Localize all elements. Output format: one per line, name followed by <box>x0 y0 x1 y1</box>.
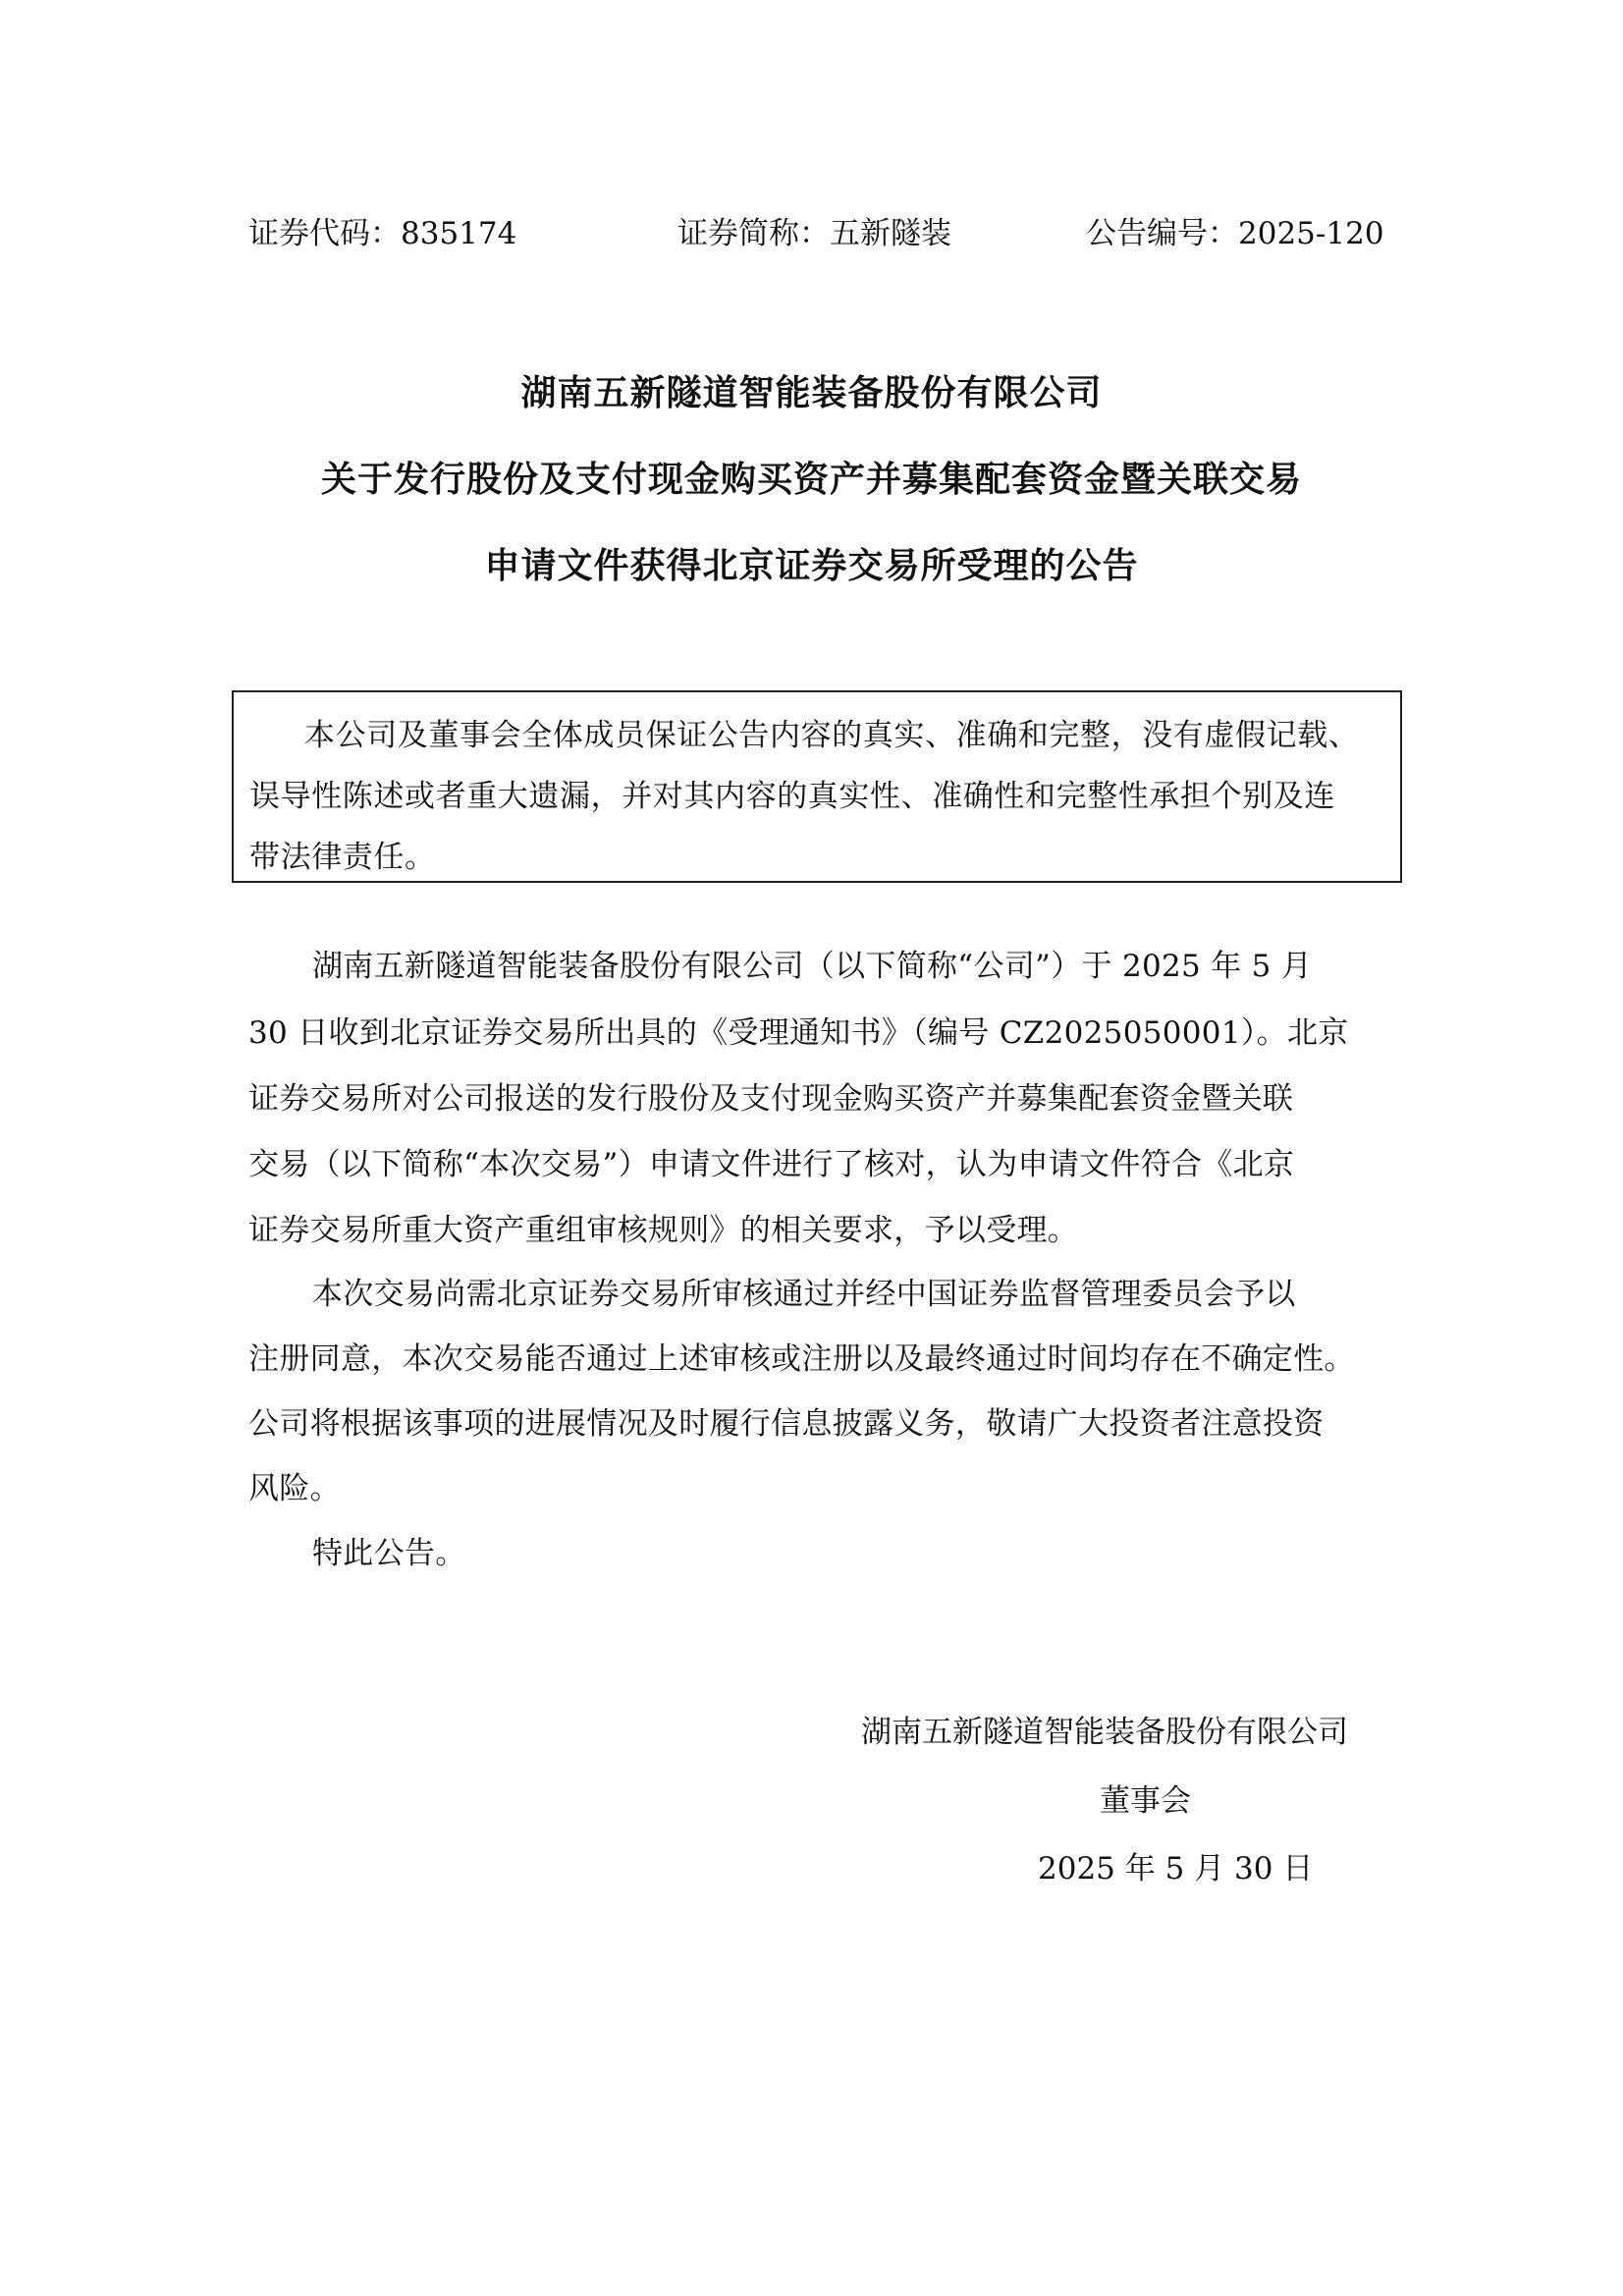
closing-line: 特此公告。 <box>312 1536 466 1571</box>
paragraph-line: 证券交易所对公司报送的发行股份及支付现金购买资产并募集配套资金暨关联 <box>248 1081 1294 1117</box>
signature-date: 2025 年 5 月 30 日 <box>1038 1851 1314 1886</box>
stock-code: 证券代码：835174 <box>248 216 517 251</box>
stock-short-name: 证券简称：五新隧装 <box>677 216 951 251</box>
disclaimer-line: 本公司及董事会全体成员保证公告内容的真实、准确和完整，没有虚假记载、 <box>304 718 1360 753</box>
title-status: 申请文件获得北京证券交易所受理的公告 <box>484 546 1139 586</box>
announcement-number: 公告编号：2025-120 <box>1086 216 1384 251</box>
title-company: 湖南五新隧道智能装备股份有限公司 <box>520 373 1103 413</box>
paragraph-line: 公司将根据该事项的进展情况及时履行信息披露义务，敬请广大投资者注意投资 <box>248 1406 1325 1442</box>
disclaimer-box <box>232 690 1402 883</box>
header-row <box>0 208 1623 257</box>
disclaimer-line: 带法律责任。 <box>249 840 436 875</box>
disclaimer-line: 误导性陈述或者重大遗漏，并对其内容的真实性、准确性和完整性承担个别及连 <box>249 779 1335 814</box>
paragraph-line: 湖南五新隧道智能装备股份有限公司（以下简称“公司”）于 2025 年 5 月 <box>312 949 1313 984</box>
paragraph-line: 注册同意，本次交易能否通过上述审核或注册以及最终通过时间均存在不确定性。 <box>248 1341 1355 1377</box>
paragraph-line: 交易（以下简称“本次交易”）申请文件进行了核对，认为申请文件符合《北京 <box>248 1147 1295 1182</box>
paragraph-line: 风险。 <box>248 1471 341 1506</box>
signature-board: 董事会 <box>1100 1783 1191 1819</box>
paragraph-line: 30 日收到北京证券交易所出具的《受理通知书》（编号 CZ2025050001）。北京 <box>248 1015 1349 1051</box>
paragraph-line: 本次交易尚需北京证券交易所审核通过并经中国证券监督管理委员会予以 <box>312 1277 1296 1312</box>
paragraph-line: 证券交易所重大资产重组审核规则》的相关要求，予以受理。 <box>248 1213 1079 1248</box>
title-subject: 关于发行股份及支付现金购买资产并募集配套资金暨关联交易 <box>320 460 1302 500</box>
signature-company: 湖南五新隧道智能装备股份有限公司 <box>861 1715 1348 1750</box>
